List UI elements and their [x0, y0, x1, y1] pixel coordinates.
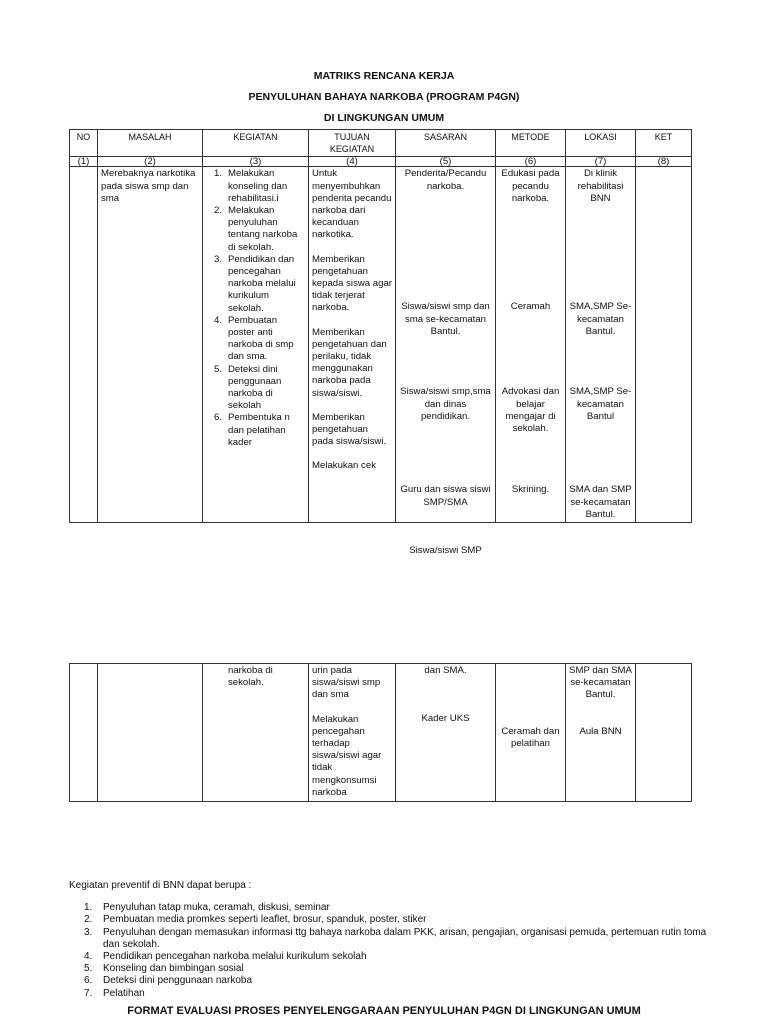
work-plan-table-continued: [69, 663, 692, 802]
metode-text: Skrining.: [511, 484, 550, 496]
col-header-sasaran: SASARAN: [396, 130, 496, 157]
sasaran-text: Penderita/Pecandu narkoba.: [404, 168, 487, 192]
col-number: (7): [566, 157, 636, 167]
tujuan-text: Memberikan pengetahuan dan perilaku, tidak menggunakan narkoba pada siswa/siswi.: [312, 326, 387, 399]
doc-title-3: DI LINGKUNGAN UMUM: [323, 112, 445, 124]
col-number: (4): [309, 157, 396, 167]
sasaran-text: Siswa/siswi smp dan sma se-kecamatan Bantul.: [401, 301, 490, 337]
masalah-cell: [98, 664, 203, 802]
col-header-kegiatan: KEGIATAN: [203, 130, 309, 157]
metode-cell: [496, 167, 566, 523]
preventive-notes: [69, 880, 709, 1000]
masalah-cell: Merebaknya narkotika pada siswa smp dan sma: [98, 167, 203, 523]
col-header-ket: KET: [636, 130, 692, 157]
table-row: [70, 167, 692, 523]
sasaran-text: Siswa/siswi SMP: [409, 545, 482, 557]
list-item: 7. Pelatihan: [84, 987, 145, 999]
kegiatan-cell: [203, 167, 309, 523]
col-number: (3): [203, 157, 309, 167]
list-item: 5. Konseling dan bimbingan sosial: [84, 963, 244, 975]
sasaran-text: Kader UKS: [421, 713, 470, 724]
sasaran-cell: [396, 167, 496, 557]
no-cell: [70, 664, 98, 802]
sasaran-text: dan SMA.: [424, 665, 467, 676]
list-item: 1. Melakukan konseling dan rehabilitasi.i: [213, 168, 288, 204]
list-item: 3. Penyuluhan dengan memasukan informasi ttg bahaya narkoba dalam PKK, arisan, pengajian, organisasi pemuda, pertemuan rutin toma dan sekolah.: [84, 926, 707, 950]
tujuan-text: Memberikan pengetahuan kepada siswa agar tidak terjerat narkoba.: [312, 253, 392, 314]
list-item: 2. Melakukan penyuluhan tentang narkoba di sekolah.: [213, 205, 298, 253]
work-plan-table: [69, 129, 692, 557]
col-header-lokasi: LOKASI: [566, 130, 636, 157]
col-number: (5): [396, 157, 496, 167]
list-item: 3. Pendidikan dan pencegahan narkoba melalui kurikulum sekolah.: [213, 253, 296, 314]
col-header-no: NO: [70, 130, 98, 157]
table-row: [70, 664, 692, 802]
notes-list: [69, 902, 709, 1000]
list-item: 6. Deteksi dini penggunaan narkoba: [84, 975, 252, 987]
sasaran-cell: [396, 664, 496, 802]
tujuan-text: Untuk menyembuhkan penderita pecandu narkoba dari kecanduan narkotika.: [312, 168, 392, 241]
lokasi-text: SMA,SMP Se-kecamatan Bantul: [569, 386, 632, 422]
doc-title-1: MATRIKS RENCANA KERJA: [313, 70, 455, 82]
doc-title-2: PENYULUHAN BAHAYA NARKOBA (PROGRAM P4GN): [248, 91, 520, 103]
lokasi-text: SMA dan SMP se-kecamatan Bantul.: [569, 484, 632, 520]
tujuan-text: Melakukan pencegahan terhadap siswa/siswi agar tidak mengkonsumsi narkoba: [312, 713, 382, 798]
ket-cell: [636, 664, 692, 802]
list-item: 5. Deteksi dini penggunaan narkoba di sekolah: [213, 363, 282, 412]
lokasi-text: Aula BNN: [579, 726, 622, 737]
col-header-masalah: MASALAH: [98, 130, 203, 157]
col-header-metode: METODE: [496, 130, 566, 157]
no-cell: [70, 167, 98, 523]
col-number: (8): [636, 157, 692, 167]
header-row: [70, 130, 692, 157]
notes-intro: Kegiatan preventif di BNN dapat berupa :: [69, 880, 252, 891]
tujuan-text: urin pada siswa/siswi smp dan sma: [312, 665, 381, 701]
lokasi-text: SMA,SMP Se-kecamatan Bantul.: [569, 301, 632, 337]
list-item: 6. Pembentuka n dan pelatihan kader: [213, 412, 290, 448]
tujuan-cell: [309, 167, 396, 523]
col-number: (1): [70, 157, 98, 167]
col-header-tujuan: TUJUAN KEGIATAN: [309, 130, 396, 157]
col-number: (2): [98, 157, 203, 167]
tujuan-text: Melakukan cek: [312, 460, 376, 472]
list-item: 1. Penyuluhan tatap muka, ceramah, diskusi, seminar: [84, 902, 330, 914]
lokasi-text: SMP dan SMA se-kecamatan Bantul.: [569, 665, 632, 701]
metode-cell: [496, 664, 566, 802]
lokasi-cell: [566, 167, 636, 523]
metode-text: Ceramah: [510, 301, 551, 313]
lokasi-text: Di klinik rehabilitasi BNN: [577, 168, 624, 204]
metode-text: Ceramah dan pelatihan: [501, 726, 560, 750]
kegiatan-cell: narkoba di sekolah.: [203, 664, 309, 802]
list-item: 4. Pendidikan pencegahan narkoba melalui kurikulum sekolah: [84, 951, 367, 963]
evaluation-format-title: FORMAT EVALUASI PROSES PENYELENGGARAAN PENYULUHAN P4GN DI LINGKUNGAN UMUM: [127, 1005, 641, 1017]
sasaran-text: Guru dan siswa siswi SMP/SMA: [400, 484, 491, 508]
ket-cell: [636, 167, 692, 523]
metode-text: Edukasi pada pecandu narkoba.: [501, 168, 560, 204]
col-number: (6): [496, 157, 566, 167]
tujuan-cell: [309, 664, 396, 802]
number-row: [70, 157, 692, 167]
lokasi-cell: [566, 664, 636, 802]
list-item: 4. Pembuatan poster anti narkoba di smp dan sma.: [213, 314, 294, 363]
tujuan-text: Memberikan pengetahuan pada siswa/siswi.: [312, 411, 387, 448]
metode-text: Advokasi dan belajar mengajar di sekolah.: [501, 386, 560, 435]
list-item: 2. Pembuatan media promkes seperti leaflet, brosur, spanduk, poster, stiker: [84, 914, 427, 926]
sasaran-text: Siswa/siswi smp,sma dan dinas pendidikan.: [400, 386, 491, 422]
